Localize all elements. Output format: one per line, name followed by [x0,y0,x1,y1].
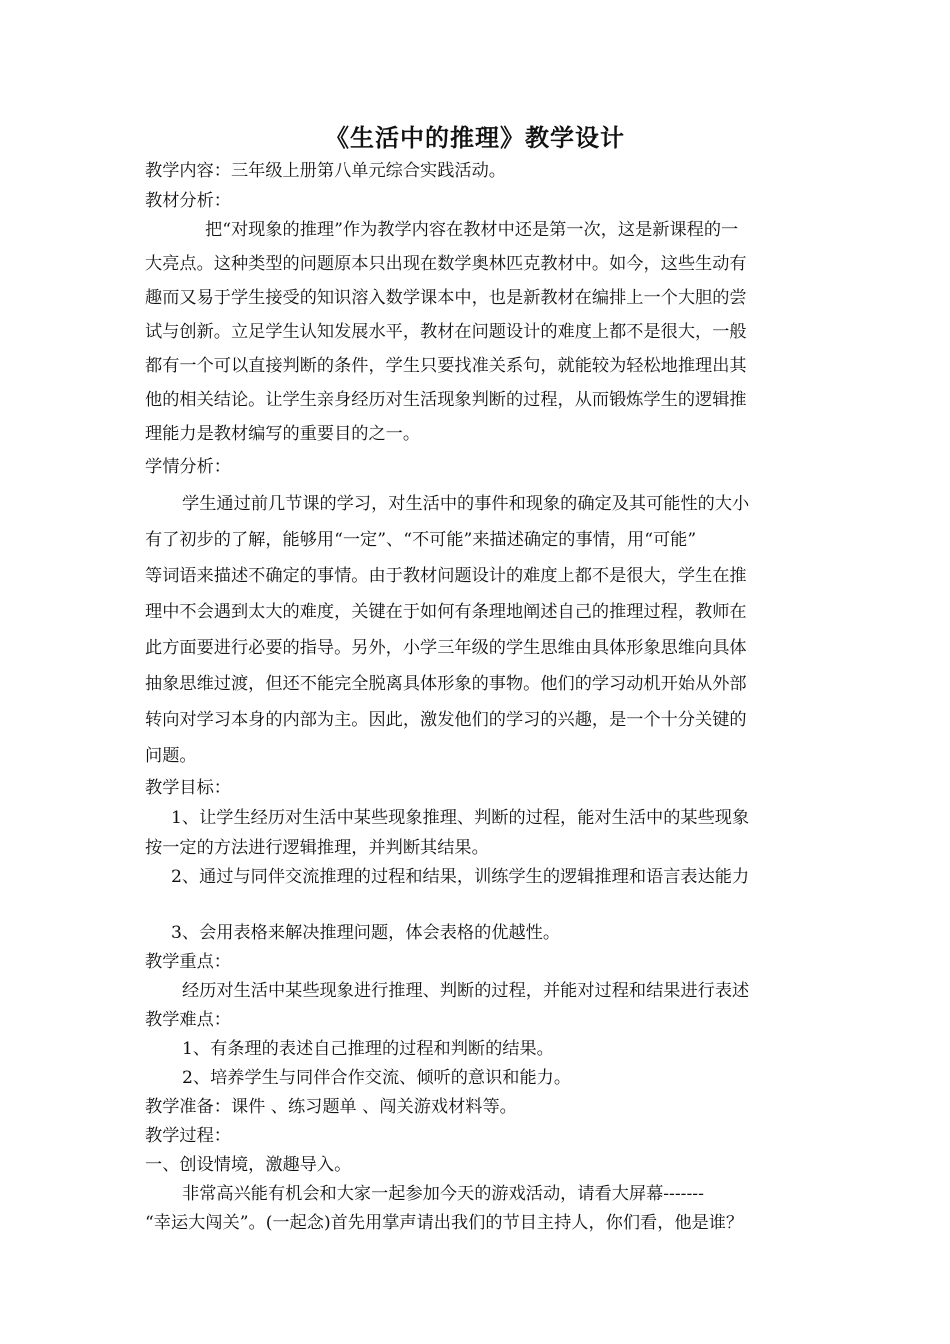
text-line: 趣而又易于学生接受的知识溶入数学课本中，也是新教材在编排上一个大胆的尝 [145,288,747,308]
text-line: 试与创新。立足学生认知发展水平，教材在问题设计的难度上都不是很大，一般 [145,322,747,342]
document-title: 《生活中的推理》教学设计 [325,124,625,152]
text-line: 他的相关结论。让学生亲身经历对生活现象判断的过程，从而锻炼学生的逻辑推 [145,390,747,410]
text-line: 3、会用表格来解决推理问题，体会表格的优越性。 [171,923,561,943]
text-line: 理能力是教材编写的重要目的之一。 [145,424,421,444]
section-heading: 教材分析： [145,191,231,211]
text-line: 大亮点。这种类型的问题原本只出现在数学奥林匹克教材中。如今，这些生动有 [145,254,747,274]
section-heading: 教学难点： [145,1010,231,1030]
text-line: 按一定的方法进行逻辑推理，并判断其结果。 [145,838,489,858]
text-line: “幸运大闯关”。(一起念)首先用掌声请出我们的节目主持人，你们看，他是谁？ [145,1213,744,1233]
text-line: 有了初步的了解，能够用“一定”、“不可能”来描述确定的事情，用“可能” [145,530,697,550]
text-line: 抽象思维过渡，但还不能完全脱离具体形象的事物。他们的学习动机开始从外部 [145,674,747,694]
section-heading: 教学目标： [145,778,231,798]
section-heading: 教学重点： [145,952,231,972]
text-line: 2、培养学生与同伴合作交流、倾听的意识和能力。 [182,1068,572,1088]
section-heading: 学情分析： [145,457,231,477]
text-line: 转向对学习本身的内部为主。因此，激发他们的学习的兴趣，是一个十分关键的 [145,710,747,730]
text-line: 1、有条理的表述自己推理的过程和判断的结果。 [182,1039,554,1059]
text-line: 把“对现象的推理”作为教学内容在教材中还是第一次，这是新课程的一 [205,220,739,240]
text-line: 2、通过与同伴交流推理的过程和结果，训练学生的逻辑推理和语言表达能力 [171,867,750,887]
text-line: 都有一个可以直接判断的条件，学生只要找准关系句，就能较为轻松地推理出其 [145,356,747,376]
text-line: 学生通过前几节课的学习，对生活中的事件和现象的确定及其可能性的大小 [182,494,750,514]
text-line: 问题。 [145,746,197,766]
text-line: 1、让学生经历对生活中某些现象推理、判断的过程，能对生活中的某些现象 [171,808,750,828]
text-line: 此方面要进行必要的指导。另外，小学三年级的学生思维由具体形象思维向具体 [145,638,747,658]
text-line: 等词语来描述不确定的事情。由于教材问题设计的难度上都不是很大，学生在推 [145,566,747,586]
text-line: 教学内容：三年级上册第八单元综合实践活动。 [145,161,506,181]
section-heading: 教学过程： [145,1126,231,1146]
text-line: 非常高兴能有机会和大家一起参加今天的游戏活动，请看大屏幕------- [182,1184,704,1204]
text-line: 经历对生活中某些现象进行推理、判断的过程，并能对过程和结果进行表述 [182,981,750,1001]
text-line: 教学准备：课件 、练习题单 、闯关游戏材料等。 [145,1097,517,1117]
text-line: 一、创设情境，激趣导入。 [145,1155,352,1175]
text-line: 理中不会遇到太大的难度，关键在于如何有条理地阐述自己的推理过程，教师在 [145,602,747,622]
